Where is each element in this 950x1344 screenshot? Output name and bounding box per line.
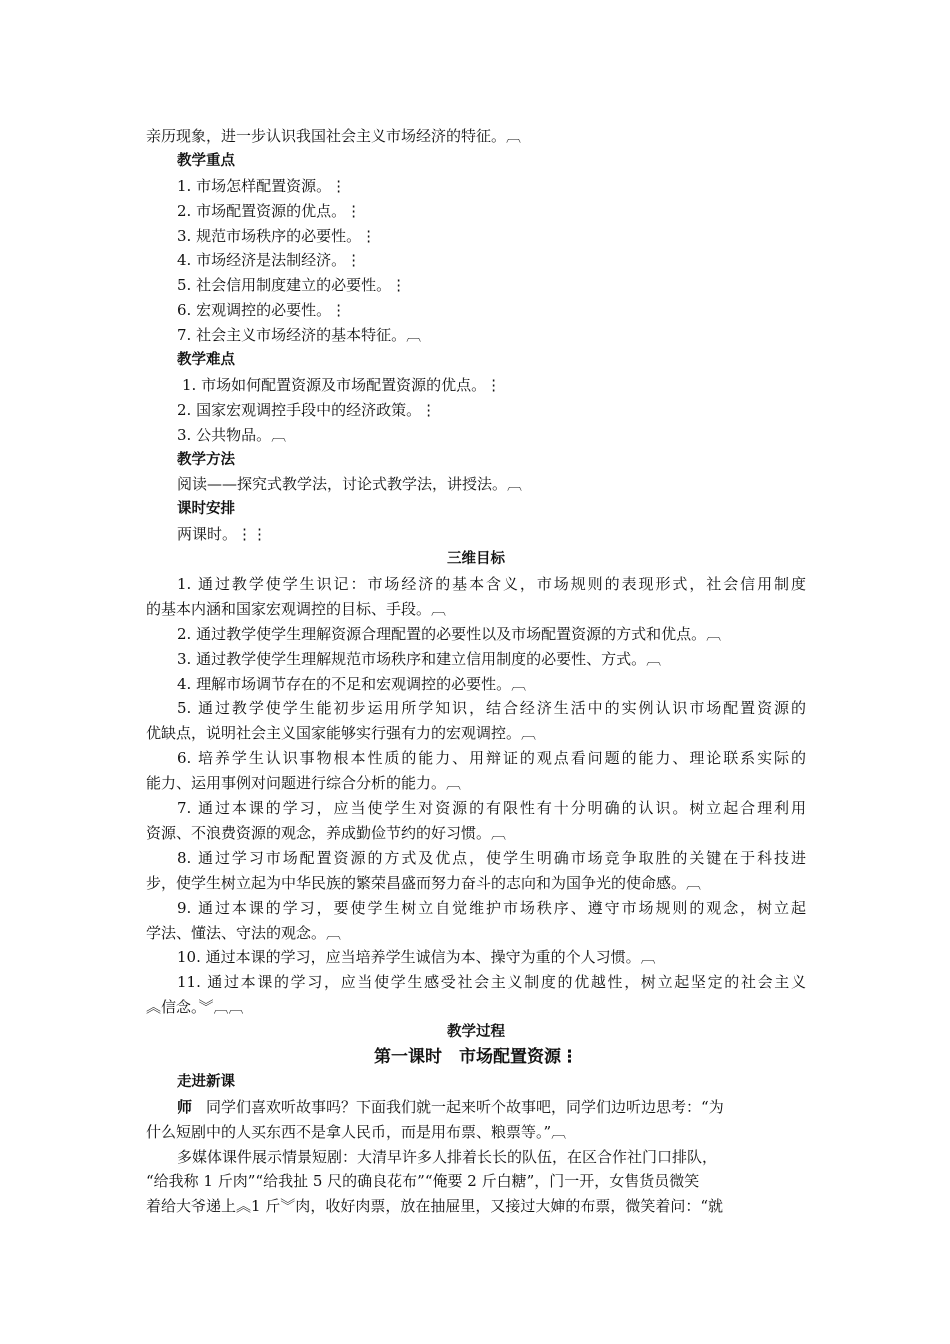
list-item: 5. 社会信用制度建立的必要性。⋮	[177, 276, 407, 295]
objective-line: 1. 通过教学使学生识记：市场经济的基本含义，市场规则的表现形式，社会信用制度	[177, 575, 806, 594]
text-line: 亲历现象，进一步认识我国社会主义市场经济的特征。︹	[146, 127, 522, 145]
text-line: 阅读——探究式教学法，讨论式教学法，讲授法。︹	[177, 475, 523, 494]
text-line: 两课时。⋮⋮	[177, 525, 268, 544]
list-item: 3. 公共物品。︹	[177, 425, 287, 444]
objective-line: 能力、运用事例对问题进行综合分析的能力。︹	[146, 774, 462, 793]
list-item: 1. 市场怎样配置资源。⋮	[177, 176, 347, 195]
list-item: 2. 市场配置资源的优点。⋮	[177, 201, 362, 220]
list-item: 3. 规范市场秩序的必要性。⋮	[177, 226, 377, 245]
list-item: 4. 市场经济是法制经济。⋮	[177, 251, 362, 270]
objective-line: ︽信念。︾︹︹	[146, 998, 244, 1017]
list-item: 1. 市场如何配置资源及市场配置资源的优点。⋮	[182, 375, 502, 394]
list-item: 6. 宏观调控的必要性。⋮	[177, 301, 347, 320]
section-heading-key-points: 教学重点	[177, 152, 235, 169]
section-heading-difficulties: 教学难点	[177, 352, 235, 369]
list-item: 7. 社会主义市场经济的基本特征。︹	[177, 326, 422, 345]
objective-line: 3. 通过教学使学生理解规范市场秩序和建立信用制度的必要性、方式。︹	[177, 649, 662, 668]
dialogue-text: 同学们喜欢听故事吗？下面我们就一起来听个故事吧，同学们边听边思考：“为	[206, 1097, 724, 1116]
section-heading-objectives: 三维目标	[447, 551, 505, 568]
objective-line: 5. 通过教学使学生能初步运用所学知识，结合经济生活中的实例认识市场配置资源的	[177, 699, 806, 718]
objective-line: 7. 通过本课的学习，应当使学生对资源的有限性有十分明确的认识。树立起合理利用	[177, 799, 806, 818]
section-heading-schedule: 课时安排	[177, 501, 235, 518]
section-heading-methods: 教学方法	[177, 451, 235, 468]
document-body	[146, 124, 806, 1219]
section-heading-process: 教学过程	[447, 1024, 505, 1041]
text-line: “给我称 1 斤肉”“给我扯 5 尺的确良花布”“俺要 2 斤白糖”，门一开，女售货员微笑	[146, 1172, 700, 1191]
lesson-title: 第一课时 市场配置资源⋮	[374, 1046, 578, 1067]
objective-line: 资源、不浪费资源的观念，养成勤俭节约的好习惯。︹	[146, 823, 507, 842]
objective-line: 9. 通过本课的学习，要使学生树立自觉维护市场秩序、遵守市场规则的观念，树立起	[177, 898, 806, 917]
objective-line: 6. 培养学生认识事物根本性质的能力、用辩证的观点看问题的能力、理论联系实际的	[177, 749, 806, 768]
objective-line: 8. 通过学习市场配置资源的方式及优点，使学生明确市场竞争取胜的关键在于科技进	[177, 848, 806, 867]
text-line: 多媒体课件展示情景短剧：大清早许多人排着长长的队伍，在区合作社门口排队，	[177, 1147, 718, 1166]
objective-line: 2. 通过教学使学生理解资源合理配置的必要性以及市场配置资源的方式和优点。︹	[177, 624, 722, 643]
objective-line: 的基本内涵和国家宏观调控的目标、手段。︹	[146, 599, 447, 618]
objective-line: 优缺点，说明社会主义国家能够实行强有力的宏观调控。︹	[146, 724, 537, 743]
text-line: 着给大爷递上︽1 斤︾肉，收好肉票，放在抽屉里，又接过大婶的布票，微笑着问：“就	[146, 1197, 723, 1216]
dialogue-line	[146, 1095, 806, 1120]
objective-line: 11. 通过本课的学习，应当使学生感受社会主义制度的优越性，树立起坚定的社会主义	[177, 973, 806, 992]
teacher-label: 师	[177, 1097, 193, 1116]
objective-line: 10. 通过本课的学习，应当培养学生诚信为本、操守为重的个人习惯。︹	[177, 948, 656, 967]
objective-line: 学法、懂法、守法的观念。︹	[146, 923, 342, 942]
list-item: 2. 国家宏观调控手段中的经济政策。⋮	[177, 400, 437, 419]
objective-line: 4. 理解市场调节存在的不足和宏观调控的必要性。︹	[177, 674, 527, 693]
objective-line: 步，使学生树立起为中华民族的繁荣昌盛而努力奋斗的志向和为国争光的使命感。︹	[146, 873, 702, 892]
section-heading-intro: 走进新课	[177, 1073, 235, 1090]
text-line: 什么短剧中的人买东西不是拿人民币，而是用布票、粮票等。”︹	[146, 1122, 567, 1141]
